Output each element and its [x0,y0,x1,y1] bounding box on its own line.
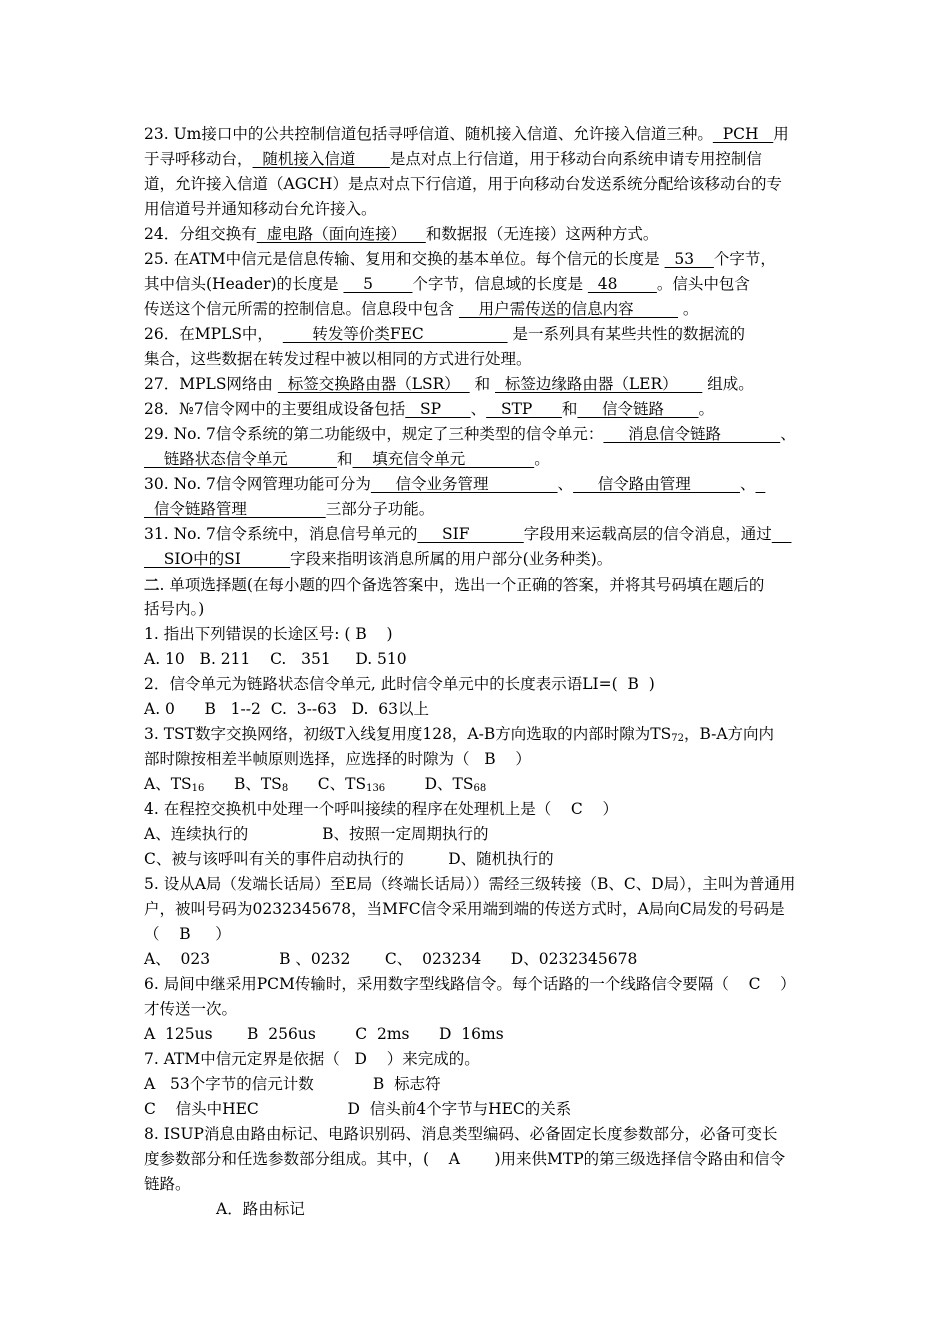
answer-blank: 虚电路（面向连接） [256,225,426,243]
text-segment: 28．№7信令网中的主要组成设备包括 [144,400,406,418]
text-line [144,872,810,897]
answer-blank: 标签边缘路由器（LER） [495,375,703,393]
text-segment: 其中信头(Header)的长度是 [144,275,344,293]
text-line [144,997,810,1022]
text-line [144,172,810,197]
text-segment: 8. ISUP消息由路由标记、电路识别码、消息类型编码、必备固定长度参数部分，必备可变长 [144,1125,778,1143]
text-line [144,322,810,347]
text-line [144,547,810,572]
text-segment: 。 [698,400,715,418]
text-segment: 。 [534,450,550,468]
text-line [144,847,810,872]
text-segment: A 125us B 256us C 2ms D 16ms [144,1025,504,1043]
text-segment: 23. Um接口中的公共控制信道包括寻呼信道、随机接入信道、允许接入信道三种。 [144,125,713,143]
text-line [144,247,810,272]
text-line [144,572,810,597]
text-segment: 是一系列具有某些共性的数据流的 [507,325,745,343]
text-segment: D、TS [385,775,474,793]
text-line [144,222,810,247]
text-segment: C、被与该呼叫有关的事件启动执行的 D、随机执行的 [144,850,554,868]
text-segment: 。 [678,300,699,318]
subscript: 68 [473,783,487,794]
answer-blank: 转发等价类FEC [282,325,508,343]
text-line [144,722,810,747]
text-line [144,1172,810,1197]
text-segment: 用信道号并通知移动台允许接入。 [144,200,377,218]
text-segment: 和数据报（无连接）这两种方式。 [425,225,659,243]
text-segment: 度参数部分和任选参数部分组成。其中，( A )用来供MTP的第三级选择信令路由和信令 [144,1150,786,1168]
answer-blank: SIF [417,525,524,543]
text-line [144,672,810,697]
subscript: 8 [281,783,289,794]
text-line [144,1072,810,1097]
text-segment: 。信头中包含 [656,275,750,293]
text-segment: B、TS [204,775,282,793]
text-segment: A、TS [144,775,192,793]
text-segment: 25. 在ATM中信元是信息传输、复用和交换的基本单位。每个信元的长度是 [144,250,665,268]
text-segment: 链路。 [144,1175,191,1193]
text-line [144,397,810,422]
text-segment: A．路由标记 [216,1200,305,1218]
text-segment: 是点对点上行信道，用于移动台向系统申请专用控制信 [389,150,762,168]
text-line [144,772,810,797]
text-line [144,697,810,722]
text-line [144,797,810,822]
answer-blank: 5 [343,275,413,293]
document-body [144,122,810,1222]
text-line [144,122,810,147]
text-segment: 和 [469,375,496,393]
text-segment: 30. No. 7信令网管理功能可分为 [144,475,371,493]
text-line [144,472,810,497]
text-segment: 4. 在程控交换机中处理一个呼叫接续的程序在处理机上是（ C ） [144,800,618,818]
text-line [144,297,810,322]
text-segment: 字段来指明该消息所属的用户部分(业务种类)。 [290,550,613,568]
answer-blank: 消息信令链路 [603,425,781,443]
text-line [144,497,810,522]
text-segment: 、 [557,475,574,493]
text-segment: C 信头中HEC D 信头前4个字节与HEC的关系 [144,1100,572,1118]
answer-blank: 随机接入信道 [252,150,390,168]
text-segment: 7. ATM中信元定界是依据（ D ）来完成的。 [144,1050,480,1068]
text-line [144,897,810,922]
answer-blank: 填充信令单元 [352,450,535,468]
text-line [144,272,810,297]
text-segment: 部时隙按相差半帧原则选择，应选择的时隙为（ B ） [144,750,531,768]
text-segment: 道，允许接入信道（AGCH）是点对点下行信道，用于向移动台发送系统分配给该移动台的专 [144,175,782,193]
text-segment: C、TS [288,775,367,793]
text-segment: 2．信令单元为链路状态信令单元, 此时信令单元中的长度表示语LI=( B ) [144,675,655,693]
text-line [144,947,810,972]
text-segment: 29. No. 7信令系统的第二功能级中，规定了三种类型的信令单元： [144,425,604,443]
answer-blank: PCH [712,125,774,143]
text-segment: 传送这个信元所需的控制信息。信息段中包含 [144,300,459,318]
text-segment: 组成。 [702,375,754,393]
answer-blank: 信令链路 [577,400,699,418]
text-segment: 括号内。) [144,600,205,618]
text-segment: . 单项选择题(在每小题的四个备选答案中，选出一个正确的答案，并将其号码填在题后的 [159,576,765,594]
text-segment: （ B ） [144,925,231,943]
answer-blank [755,475,765,493]
text-segment: 个字节， [713,250,776,268]
text-segment: 27．MPLS网络由 [144,375,278,393]
text-segment: 1. 指出下列错误的长途区号: ( B ) [144,625,393,643]
text-line [144,1197,810,1222]
text-segment: ，B-A方向内 [683,725,775,743]
text-line [144,647,810,672]
text-segment: 5. 设从A局（发端长话局）至E局（终端长话局））需经三级转接（B、C、D局），主叫为普通用 [144,875,796,893]
text-segment: 字段用来运载高层的信令消息，通过 [523,525,772,543]
text-segment: A 53个字节的信元计数 B 标志符 [144,1075,441,1093]
text-segment: 个字节，信息域的长度是 [412,275,588,293]
text-segment: 、 [470,400,487,418]
text-segment: 三部分子功能。 [325,500,435,518]
answer-blank: SIO中的SI [144,550,291,568]
text-line [144,1097,810,1122]
text-segment: A. 0 B 1--2 C. 3--63 D. 63以上 [144,700,430,718]
text-segment: 才传送一次。 [144,1000,238,1018]
text-segment: 3. TST数字交换网络，初级T入线复用度128，A-B方向选取的内部时隙为TS [144,725,672,743]
text-segment: 户，被叫号码为0232345678，当MFC信令采用端到端的传送方式时，A局向C局发的号码是 [144,900,785,918]
answer-blank: 53 [664,250,714,268]
subscript: 16 [191,783,205,794]
text-line [144,1022,810,1047]
answer-blank: SP [405,400,471,418]
text-segment: 二 [144,575,160,594]
text-segment: 31. No. 7信令系统中，消息信号单元的 [144,525,418,543]
text-segment: 24．分组交换有 [144,225,257,243]
text-line [144,197,810,222]
text-segment: 、 [780,425,796,443]
text-segment: A、 023 B 、0232 C、 023234 D、0232345678 [144,950,638,968]
text-segment: 集合，这些数据在转发过程中被以相同的方式进行处理。 [144,350,532,368]
text-segment: 26．在MPLS中， [144,325,283,343]
answer-blank [772,525,792,543]
text-line [144,372,810,397]
text-line [144,597,810,622]
text-line [144,1047,810,1072]
text-line [144,622,810,647]
answer-blank: 信令链路管理 [144,500,326,518]
text-segment: A、连续执行的 B、按照一定周期执行的 [144,825,489,843]
answer-blank: 信令业务管理 [370,475,558,493]
subscript: 72 [671,733,684,744]
text-line [144,922,810,947]
text-segment: 和 [336,450,353,468]
answer-blank: STP [486,400,562,418]
answer-blank: 48 [587,275,657,293]
answer-blank: 链路状态信令单元 [144,450,337,468]
text-line [144,447,810,472]
text-line [144,747,810,772]
text-segment: A. 10 B. 211 C. 351 D. 510 [144,650,407,668]
text-segment: 和 [561,400,578,418]
text-line [144,347,810,372]
text-segment: 、 [739,475,756,493]
text-segment: 于寻呼移动台， [144,150,253,168]
subscript: 136 [366,783,386,794]
text-line [144,522,810,547]
answer-blank: 标签交换路由器（LSR） [277,375,470,393]
text-segment: 6. 局间中继采用PCM传输时，采用数字型线路信令。每个话路的一个线路信令要隔（ C ） [144,975,796,993]
text-segment: 用 [773,125,789,143]
text-line [144,822,810,847]
text-line [144,147,810,172]
text-line [144,1147,810,1172]
text-line [144,1122,810,1147]
answer-blank: 用户需传送的信息内容 [458,300,678,318]
text-line [144,972,810,997]
answer-blank: 信令路由管理 [573,475,740,493]
text-line [144,422,810,447]
